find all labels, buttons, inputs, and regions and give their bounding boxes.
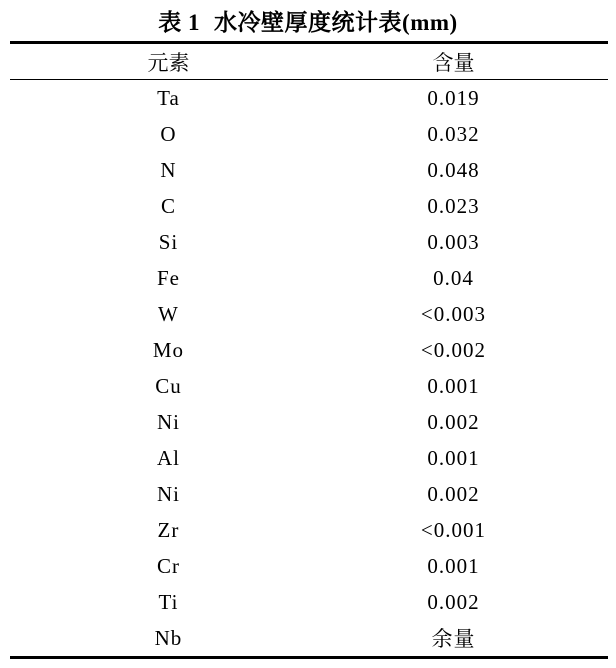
table-caption-label: 表 1 — [158, 10, 201, 35]
table-row — [10, 512, 608, 548]
element-cell: N — [160, 157, 177, 182]
table-row — [10, 548, 608, 584]
table-row — [10, 476, 608, 512]
table-row — [10, 332, 608, 368]
element-cell: Ti — [158, 589, 179, 614]
element-cell: Ta — [157, 85, 180, 110]
content-cell: 0.032 — [427, 121, 480, 146]
element-cell: Nb — [154, 625, 183, 650]
content-cell: <0.002 — [420, 337, 487, 362]
content-cell: 0.001 — [427, 373, 480, 398]
element-cell: Si — [158, 229, 179, 254]
table-row — [10, 80, 608, 117]
content-cell: 0.002 — [427, 589, 480, 614]
column-header-element: 元素 — [10, 43, 327, 80]
element-cell: W — [158, 301, 179, 326]
element-cell: O — [160, 121, 177, 146]
table-caption — [0, 0, 616, 41]
table-row — [10, 440, 608, 476]
element-cell: Mo — [152, 337, 185, 362]
element-cell: Zr — [157, 517, 180, 542]
element-cell: Fe — [156, 265, 180, 290]
element-cell: Cr — [156, 553, 180, 578]
element-cell: C — [160, 193, 176, 218]
content-cell: 0.003 — [427, 229, 480, 254]
data-table — [10, 41, 608, 659]
table-row — [10, 152, 608, 188]
column-header-content: 含量 — [327, 43, 608, 80]
table-row — [10, 296, 608, 332]
element-cell: Ni — [156, 409, 180, 434]
table-row — [10, 116, 608, 152]
content-cell: 0.023 — [427, 193, 480, 218]
table-row — [10, 368, 608, 404]
element-cell: Ni — [156, 481, 180, 506]
table-caption-text: 水冷壁厚度统计表(mm) — [214, 10, 458, 35]
content-cell: 0.002 — [427, 481, 480, 506]
table-row — [10, 620, 608, 658]
content-cell: 余量 — [431, 627, 476, 651]
content-cell: 0.001 — [427, 553, 480, 578]
content-cell: 0.048 — [427, 157, 480, 182]
table-body — [10, 80, 608, 658]
table-row — [10, 260, 608, 296]
table-row — [10, 224, 608, 260]
content-cell: 0.019 — [427, 85, 480, 110]
element-cell: Al — [156, 445, 180, 470]
content-cell: 0.04 — [433, 265, 474, 290]
content-cell: 0.001 — [427, 445, 480, 470]
table-row — [10, 404, 608, 440]
table-row — [10, 188, 608, 224]
content-cell: <0.003 — [420, 301, 487, 326]
content-cell: <0.001 — [420, 517, 487, 542]
header-row — [10, 43, 608, 80]
table-row — [10, 584, 608, 620]
content-cell: 0.002 — [427, 409, 480, 434]
element-cell: Cu — [155, 373, 182, 398]
